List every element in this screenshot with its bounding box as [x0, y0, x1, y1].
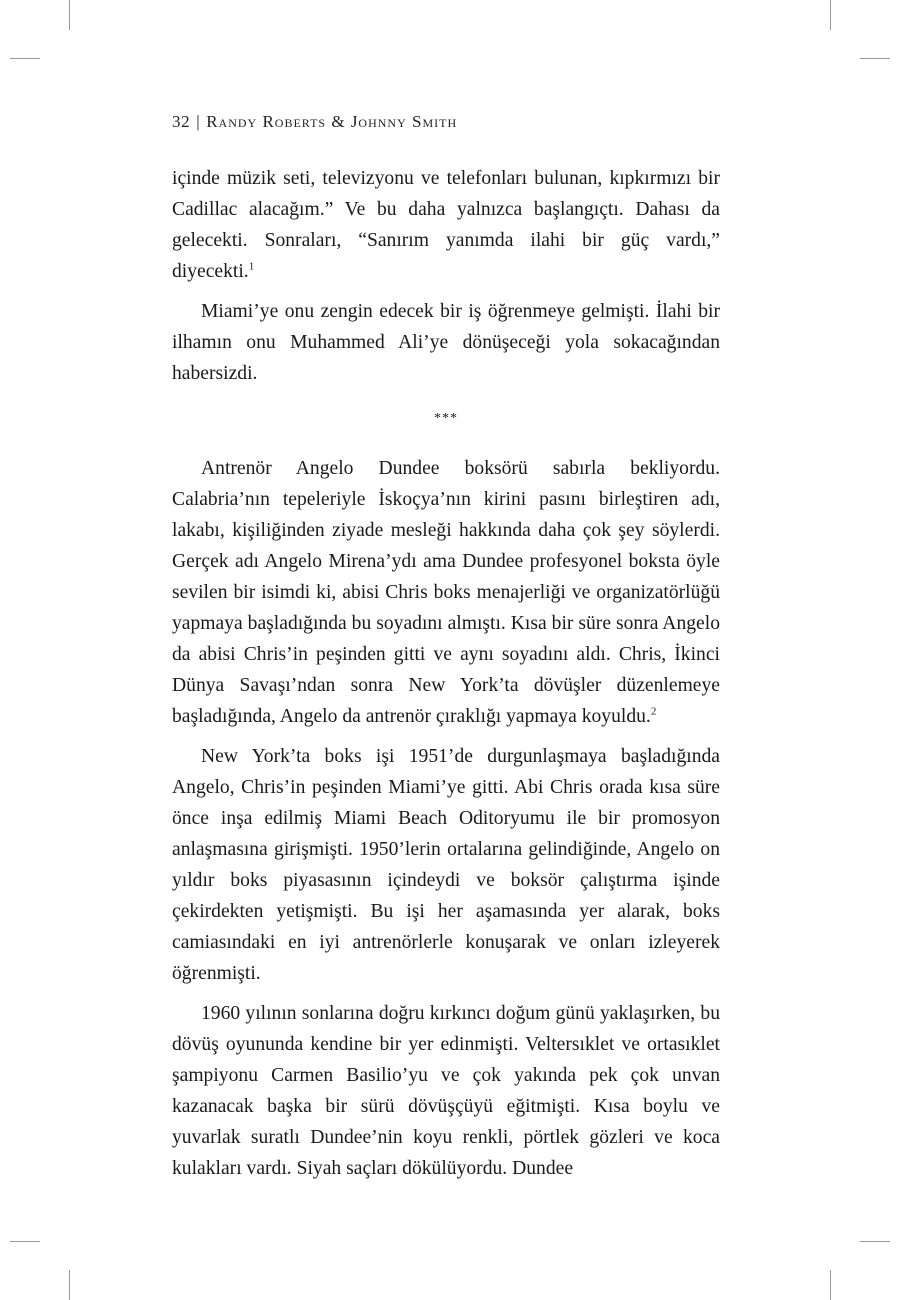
footnote-ref-1: 1	[248, 260, 255, 273]
crop-mark-top-left	[69, 0, 70, 30]
paragraph-3	[172, 453, 720, 732]
header-authors: Randy Roberts & Johnny Smith	[206, 112, 458, 131]
paragraph-3-text: Antrenör Angelo Dundee boksörü sabırla bekliyordu. Calabria’nın tepeleriyle İskoçya’nın kirini pasını birleştiren adı, lakabı, kişiliğinden ziyade mesleği hakkında daha çok şey söylerdi. Gerçek adı Angelo Mirena’ydı ama Dundee profesyonel boksta öyle sevilen bir isimdi ki, abisi Chris boks menajerliği ve organizatörlüğü yapmaya başladığında bu soyadını almıştı. Kısa bir süre sonra Angelo da abisi Chris’in peşinden gitti ve aynı soyadını aldı. Chris, İkinci Dünya Savaşı’ndan sonra New York’ta dövüşler düzenlemeye başladığında, Angelo da antrenör çıraklığı yapmaya koyuldu.	[172, 458, 720, 727]
crop-mark-top-right-horizontal	[860, 58, 890, 59]
crop-mark-bottom-right	[830, 1270, 831, 1300]
crop-mark-bottom-left-horizontal	[10, 1241, 40, 1242]
paragraph-1	[172, 163, 720, 287]
paragraph-1-text: içinde müzik seti, televizyonu ve telefonları bulunan, kıpkırmızı bir Cadillac alacağım.” Ve bu daha yalnızca başlangıçtı. Dahası da gelecekti. Sonraları, “Sanırım yanımda ilahi bir güç vardı,” diyecekti.	[172, 168, 720, 282]
paragraph-4	[172, 741, 720, 989]
paragraph-4-text: New York’ta boks işi 1951’de durgunlaşmaya başladığında Angelo, Chris’in peşinden Miami’ye gitti. Abi Chris orada kısa süre önce inşa edilmiş Miami Beach Oditoryumu ile bir promosyon anlaşmasına girişmişti. 1950’lerin ortalarına gelindiğinde, Angelo on yıldır boks piyasasının içindeydi ve boksör çalıştırma işinde çekirdekten yetişmişti. Bu işi her aşamasında yer alarak, boks camiasındaki en iyi antrenörlerle konuşarak ve onları izleyerek öğrenmişti.	[172, 746, 720, 984]
crop-mark-bottom-right-horizontal	[860, 1241, 890, 1242]
footnote-ref-2: 2	[650, 705, 657, 718]
paragraph-5-text: 1960 yılının sonlarına doğru kırkıncı doğum günü yaklaşırken, bu dövüş oyununda kendine bir yer edinmişti. Veltersıklet ve ortasıklet şampiyonu Carmen Basilio’yu ve çok yakında pek çok unvan kazanacak başka bir sürü dövüşçüyü eğitmişti. Kısa boylu ve yuvarlak suratlı Dundee’nin koyu renkli, pörtlek gözleri ve koca kulakları vardı. Siyah saçları dökülüyordu. Dundee	[172, 1003, 720, 1179]
paragraph-5	[172, 998, 720, 1184]
crop-mark-top-right	[830, 0, 831, 30]
header-separator: |	[196, 112, 201, 131]
crop-mark-top-left-horizontal	[10, 58, 40, 59]
crop-mark-bottom-left	[69, 1270, 70, 1300]
running-head	[172, 112, 457, 132]
page-number: 32	[172, 112, 191, 131]
paragraph-2	[172, 296, 720, 389]
paragraph-2-text: Miami’ye onu zengin edecek bir iş öğrenmeye gelmişti. İlahi bir ilhamın onu Muhammed Ali’ye dönüşeceği yola sokacağından habersizdi.	[172, 301, 720, 384]
body-text	[172, 163, 720, 1184]
section-break: ***	[434, 411, 458, 426]
